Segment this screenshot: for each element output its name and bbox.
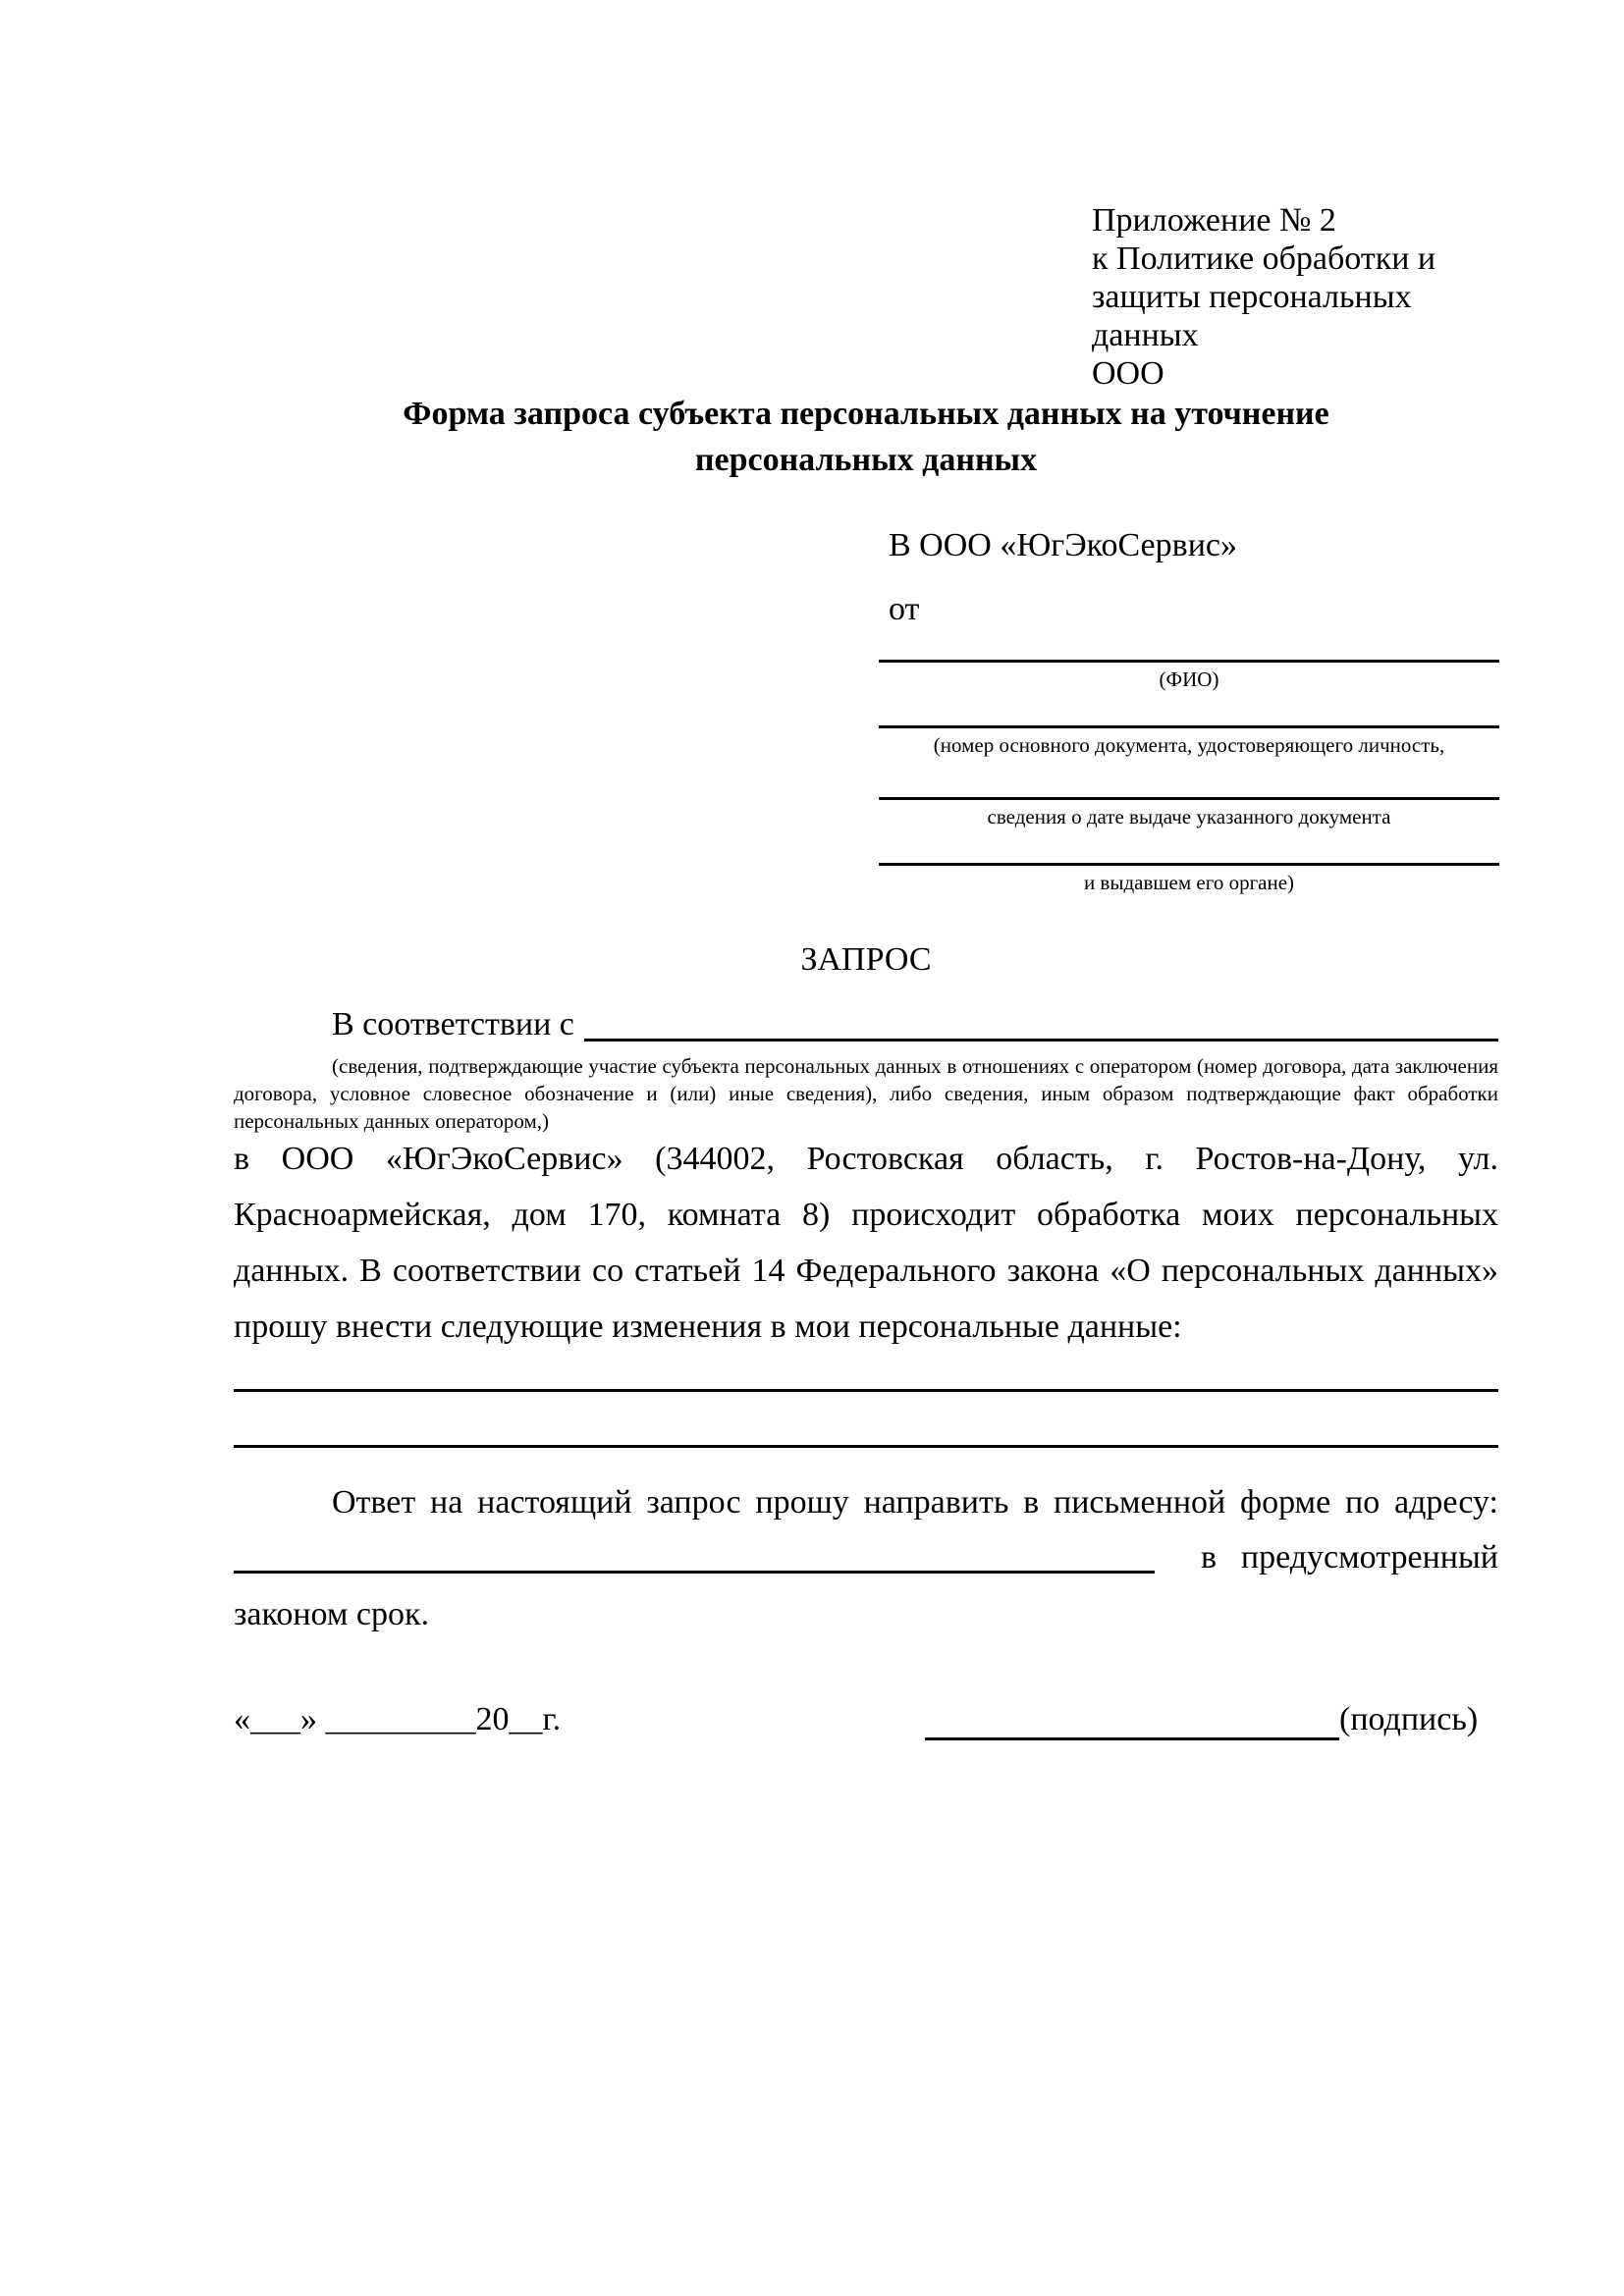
issue-date-caption: сведения о дате выдаче указанного документа	[987, 805, 1391, 828]
appendix-note-line: к Политике обработки и	[1092, 240, 1436, 277]
fio-field-line[interactable]	[879, 660, 1499, 663]
changes-field-line-2[interactable]	[234, 1445, 1498, 1448]
appendix-note-line: защиты персональных данных	[1092, 279, 1412, 353]
page-title-line2: персональных данных	[694, 442, 1038, 478]
issue-date-field-line[interactable]	[879, 797, 1499, 800]
address-field-line[interactable]	[234, 1571, 1155, 1574]
issuer-caption: и выдавшем его органе)	[1083, 871, 1295, 894]
reply-paragraph-line2	[234, 1530, 1498, 1586]
appendix-note-line: ООО	[1092, 355, 1164, 392]
issuer-field-line[interactable]	[879, 863, 1499, 866]
page-title-line1: Форма запроса субъекта персональных данных на уточнение	[403, 396, 1329, 432]
doc-number-field-line[interactable]	[879, 725, 1499, 728]
signature-field-line[interactable]	[925, 1737, 1339, 1740]
signature-caption: (подпись)	[1339, 1701, 1479, 1737]
date-field[interactable]: «___» _________20__г.	[234, 1701, 562, 1737]
reply-connector-word: в	[1201, 1539, 1218, 1575]
footer-row	[234, 1694, 1498, 1757]
basis-caption: (сведения, подтверждающие участие субъекта персональных данных в отношениях с оператором (номер договора, дата заключения договора, условное словесное обозначение и (или) иные сведения), либо сведения, иным образом подтверждающие факт обработки персональных данных оператором,)	[234, 1054, 1498, 1133]
addressee-to: В ООО «ЮгЭкоСервис»	[889, 527, 1237, 563]
fio-caption: (ФИО)	[1159, 667, 1219, 691]
addressee-from-label: от	[889, 591, 920, 627]
reply-paragraph-line3: законом срок.	[234, 1596, 429, 1632]
basis-field-line[interactable]	[584, 999, 1498, 1041]
reply-tail-word: предусмотренный	[1240, 1539, 1498, 1575]
basis-prefix: В соответствии с	[332, 1006, 574, 1042]
main-paragraph: в ООО «ЮгЭкоСервис» (344002, Ростовская область, г. Ростов-на-Дону, ул. Красноармейская, дом 170, комната 8) происходит обработка моих персональных данных. В соответствии со статьей 14 Федерального закона «О персональных данных» прошу внести следующие изменения в мои персональные данные:	[234, 1141, 1498, 1345]
appendix-note-line: Приложение № 2	[1092, 202, 1336, 239]
basis-row	[234, 999, 1498, 1050]
request-heading: ЗАПРОС	[800, 941, 932, 978]
changes-field-line-1[interactable]	[234, 1389, 1498, 1392]
reply-paragraph-line1: Ответ на настоящий запрос прошу направить в письменной форме по адресу:	[332, 1484, 1498, 1521]
doc-number-caption: (номер основного документа, удостоверяющего личность,	[933, 733, 1445, 757]
page-title	[234, 391, 1498, 483]
appendix-note	[1092, 201, 1514, 393]
